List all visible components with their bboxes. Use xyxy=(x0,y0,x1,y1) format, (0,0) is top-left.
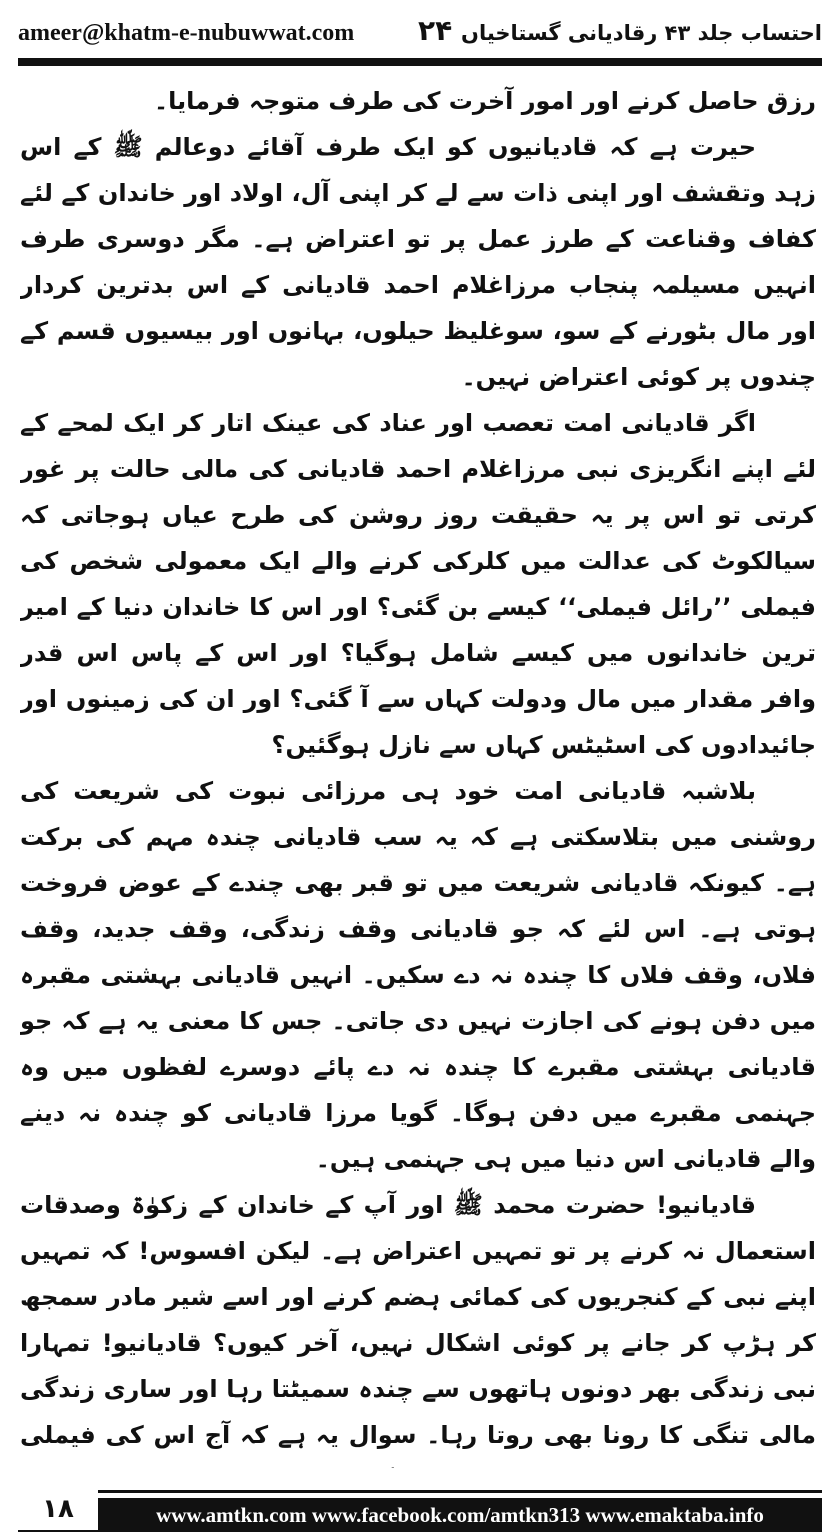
paragraph: قادیانیو! حضرت محمد ﷺ اور آپ کے خاندان کے زکوٰۃ وصدقات استعمال نہ کرنے پر تو تمہیں اعتراض ہے۔ لیکن افسوس! کہ تمہیں اپنے نبی کے کنجریوں کی کمائی ہضم کرنے اور اسے شیر مادر سمجھ کر ہڑپ کر جانے پر کوئی اشکال نہیں، آخر کیوں؟ قادیانیو! تمہارا نبی زندگی بھر دونوں ہاتھوں سے چندہ سمیٹتا رہا اور ساری زندگی مالی تنگی کا رونا بھی روتا رہا۔ سوال یہ ہے کہ آج اس کی فیملی xyxy=(20,1191,816,1449)
page-body xyxy=(20,78,816,1468)
header-page-number: ۲۴ xyxy=(418,14,453,47)
header-book-title: احتساب جلد ۴۳ رقادیانی گستاخیاں xyxy=(461,21,822,45)
page-header xyxy=(18,10,822,56)
footer-bar xyxy=(18,1494,822,1532)
paragraph: بلاشبہ قادیانی امت خود ہی مرزائی نبوت کی شریعت کی روشنی میں بتلاسکتی ہے کہ یہ سب قادیانی چندہ مہم کی برکت ہے۔ کیونکہ قادیانی شریعت میں تو قبر بھی چندے کے عوض فروخت ہوتی ہے۔ اس لئے کہ جو قادیانی وقف زندگی، وقف جدید، وقف فلاں، وقف فلاں کا چندہ نہ دے سکیں۔ انہیں قادیانی بہشتی مقبرہ میں دفن ہونے کی اجازت نہیں دی جاتی۔ جس کا معنی یہ ہے کہ جو قادیانی بہشتی مقبرے کا چندہ نہ دے پائے دوسرے لفظوں میں وہ جہنمی مقبرے میں دفن ہوگا۔ گویا مرزا قادیانی کو چندہ نہ دینے والے قادیانی اس دنیا میں ہی جہنمی ہیں۔ xyxy=(20,777,816,1173)
footer-page-number: ۱۸ xyxy=(18,1488,98,1530)
header-email: ameer@khatm-e-nubuwwat.com xyxy=(18,19,355,46)
header-rule xyxy=(18,58,822,66)
footer-links[interactable]: www.amtkn.com www.facebook.com/amtkn313 www.emaktaba.info xyxy=(156,1502,764,1527)
paragraph: رزق حاصل کرنے اور امور آخرت کی طرف متوجہ فرمایا۔ xyxy=(154,87,816,115)
page-footer xyxy=(18,1484,822,1532)
paragraph: حیرت ہے کہ قادیانیوں کو ایک طرف آقائے دوعالم ﷺ کے اس زہد وتقشف اور اپنی ذات سے لے کر اپنی آل، اولاد اور خاندان کے لئے کفاف وقناعت کے طرز عمل پر تو اعتراض ہے۔ مگر دوسری طرف انہیں مسیلمہ پنجاب مرزاغلام احمد قادیانی کے اس بدترین کردار اور مال بٹورنے کے سو، سوغلیظ حیلوں، بہانوں اور بیسیوں قسم کے چندوں پر کوئی اعتراض نہیں۔ xyxy=(20,133,816,391)
footer-rule xyxy=(18,1490,822,1493)
paragraph: اگر قادیانی امت تعصب اور عناد کی عینک اتار کر ایک لمحے کے لئے اپنے انگریزی نبی مرزاغلام احمد قادیانی کی مالی حالت پر غور کرتی تو اس پر یہ حقیقت روز روشن کی طرح عیاں ہوجاتی کہ سیالکوٹ کی عدالت میں کلرکی کرنے والے ایک معمولی شخص کی فیملی ’’رائل فیملی‘‘ کیسے بن گئی؟ اور اس کا خاندان دنیا کے امیر ترین خاندانوں میں کیسے شامل ہوگیا؟ اور اس کے پاس اس قدر وافر مقدار میں مال ودولت کہاں سے آ گئی؟ اور ان کی زمینوں اور جائیدادوں کی اسٹیٹس کہاں سے نازل ہوگئیں؟ xyxy=(20,409,816,759)
